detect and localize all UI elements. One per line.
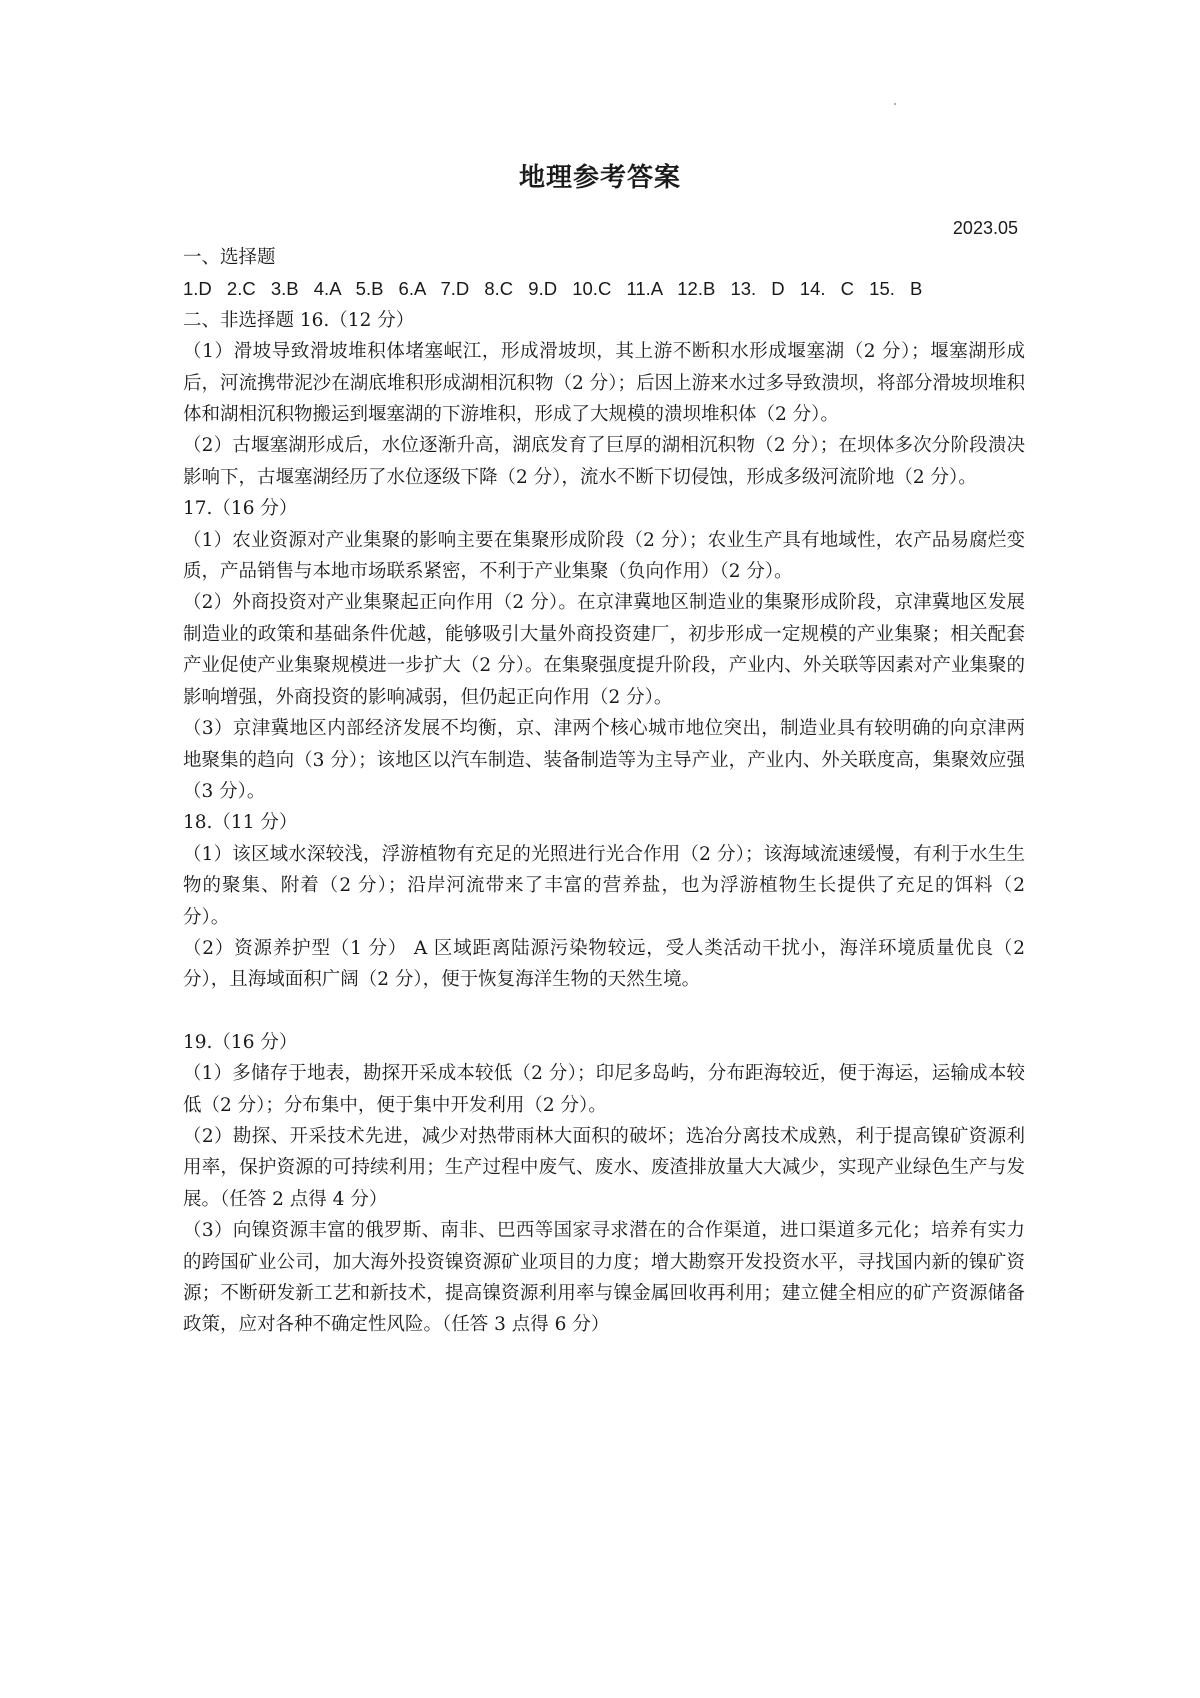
blank-line bbox=[183, 996, 1025, 1027]
section-heading-nonchoice: 二、非选择题 16.（12 分） bbox=[183, 309, 415, 331]
scan-speck bbox=[894, 103, 896, 105]
q19-heading: 19.（16 分） bbox=[183, 1031, 298, 1053]
q19-part-1: （1）多储存于地表，勘探开采成本较低（2 分）；印尼多岛屿，分布距海较近，便于海运，运输成本较低（2 分）；分布集中，便于集中开发利用（2 分）。 bbox=[183, 1063, 1025, 1116]
q18-heading: 18.（11 分） bbox=[183, 812, 298, 834]
q17-heading: 17.（16 分） bbox=[183, 498, 298, 520]
document-date: 2023.05 bbox=[952, 218, 1018, 238]
choice-answers: 1.D 2.C 3.B 4.A 5.B 6.A 7.D 8.C 9.D 10.C 11.A 12.B 13. D 14. C 15. B bbox=[183, 278, 923, 300]
q19-part-3: （3）向镍资源丰富的俄罗斯、南非、巴西等国家寻求潜在的合作渠道，进口渠道多元化；培养有实力的跨国矿业公司，加大海外投资镍资源矿业项目的力度；增大勘察开发投资水平，寻找国内新的镍矿资源；不断研发新工艺和新技术，提高镍资源利用率与镍金属回收再利用；建立健全相应的矿产资源储备政策，应对各种不确定性风险。（任答 3 点得 6 分） bbox=[183, 1220, 1025, 1336]
q16-part-2: （2）古堰塞湖形成后，水位逐渐升高，湖底发育了巨厚的湖相沉积物（2 分）；在坝体多次分阶段溃决影响下，古堰塞湖经历了水位逐级下降（2 分），流水不断下切侵蚀，形成多级河流阶地（2 分）。 bbox=[183, 435, 1025, 488]
page-title: 地理参考答案 bbox=[518, 163, 681, 193]
q18-part-1: （1）该区域水深较浅，浮游植物有充足的光照进行光合作用（2 分）；该海域流速缓慢，有利于水生生物的聚集、附着（2 分）；沿岸河流带来了丰富的营养盐，也为浮游植物生长提供了充足的饵料（2 分）。 bbox=[183, 843, 1025, 928]
answer-content bbox=[183, 242, 1025, 1341]
q16-part-1: （1）滑坡导致滑坡堆积体堵塞岷江，形成滑坡坝，其上游不断积水形成堰塞湖（2 分）；堰塞湖形成后，河流携带泥沙在湖底堆积形成湖相沉积物（2 分）；后因上游来水过多导致溃坝，将部分滑坡坝堆积体和湖相沉积物搬运到堰塞湖的下游堆积，形成了大规模的溃坝堆积体（2 分）。 bbox=[183, 341, 1025, 426]
q17-part-1: （1）农业资源对产业集聚的影响主要在集聚形成阶段（2 分）；农业生产具有地域性，农产品易腐烂变质，产品销售与本地市场联系紧密，不利于产业集聚（负向作用）（2 分）。 bbox=[183, 529, 1025, 583]
q18-part-2: （2）资源养护型（1 分） A 区域距离陆源污染物较远，受人类活动干扰小，海洋环境质量优良（2 分），且海域面积广阔（2 分），便于恢复海洋生物的天然生境。 bbox=[183, 937, 1025, 991]
q17-part-2: （2）外商投资对产业集聚起正向作用（2 分）。在京津冀地区制造业的集聚形成阶段，京津冀地区发展制造业的政策和基础条件优越，能够吸引大量外商投资建厂，初步形成一定规模的产业集聚；相关配套产业促使产业集聚规模进一步扩大（2 分）。在集聚强度提升阶段，产业内、外关联等因素对产业集聚的影响增强，外商投资的影响减弱，但仍起正向作用（2 分）。 bbox=[183, 592, 1025, 708]
section-heading-choice: 一、选择题 bbox=[183, 247, 276, 268]
q17-part-3: （3）京津冀地区内部经济发展不均衡，京、津两个核心城市地位突出，制造业具有较明确的向京津两地聚集的趋向（3 分）；该地区以汽车制造、装备制造等为主导产业，产业内、外关联度高，集聚效应强（3 分）。 bbox=[183, 718, 1025, 802]
q19-part-2: （2）勘探、开采技术先进，减少对热带雨林大面积的破坏；选冶分离技术成熟，利于提高镍矿资源利用率，保护资源的可持续利用；生产过程中废气、废水、废渣排放量大大减少，实现产业绿色生产与发展。（任答 2 点得 4 分） bbox=[183, 1125, 1025, 1210]
